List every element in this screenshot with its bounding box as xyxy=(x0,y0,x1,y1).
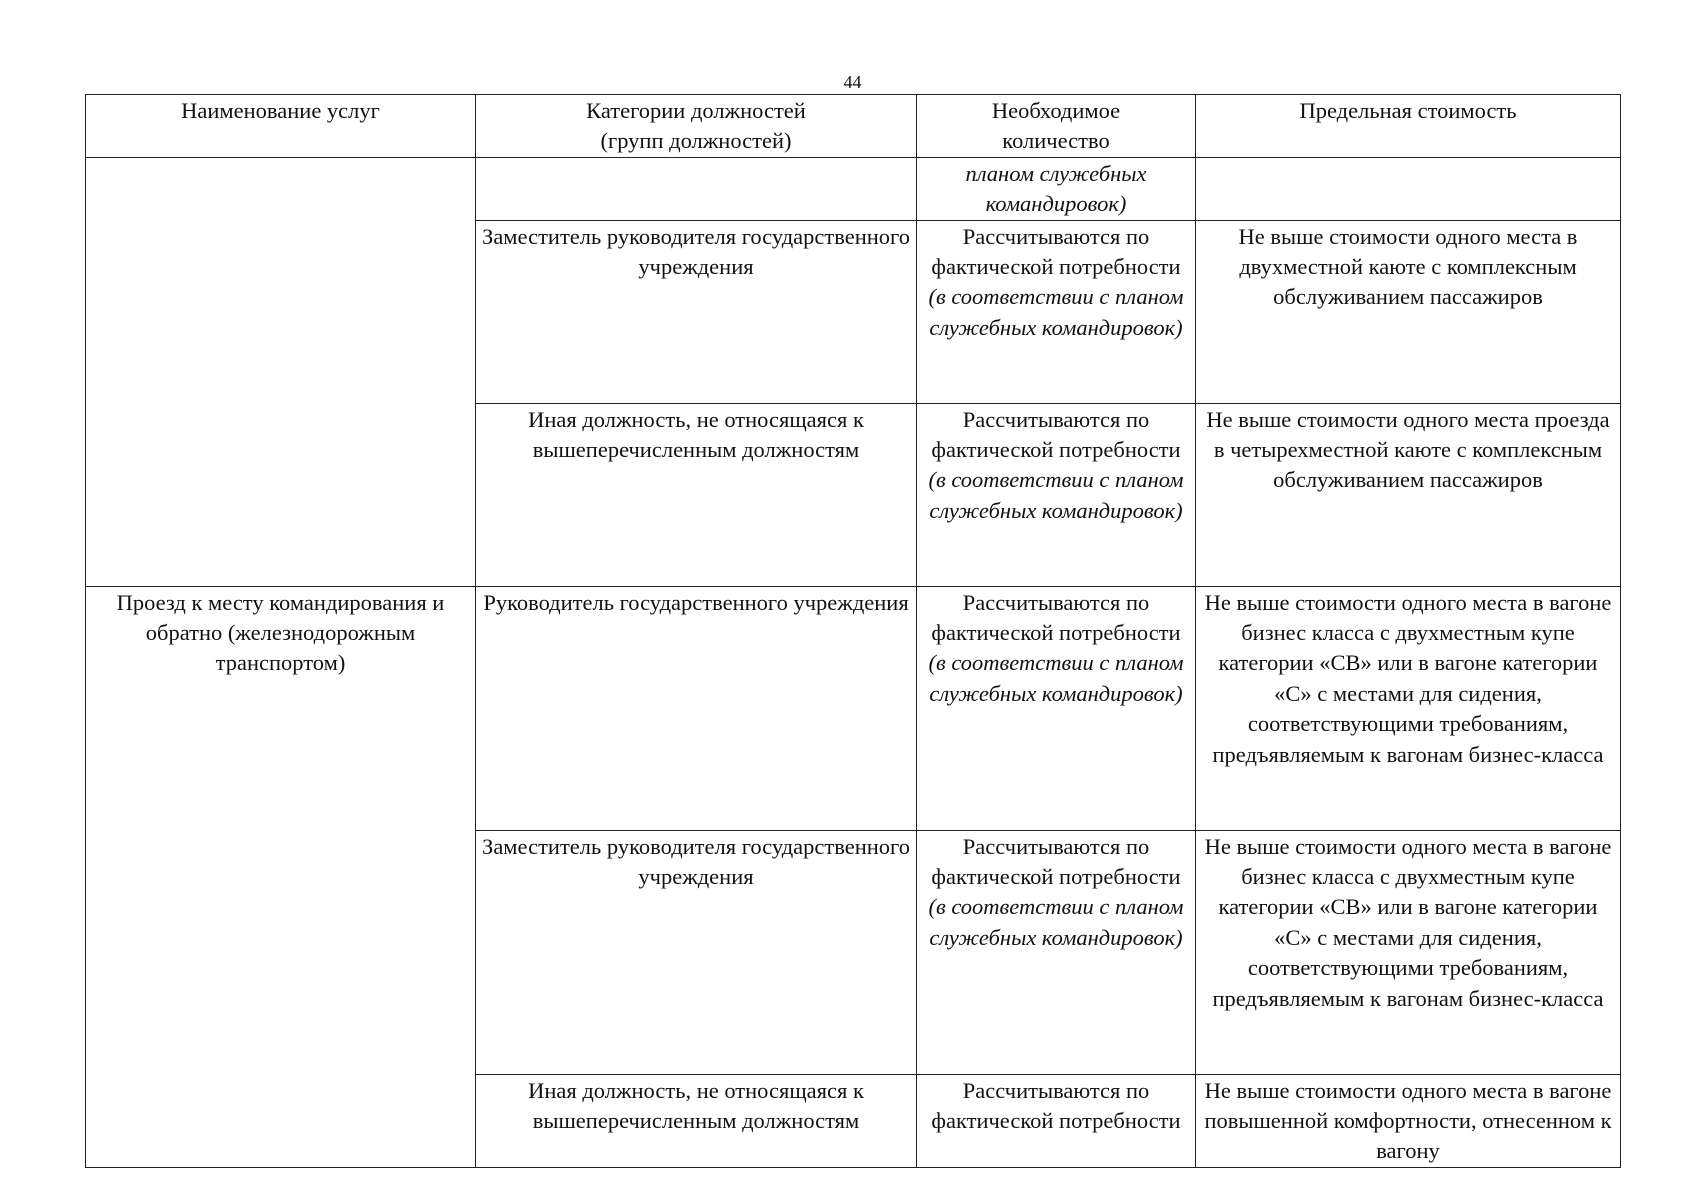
cell-quantity-note: планом служебных командировок) xyxy=(965,160,1147,217)
cell-position: Иная должность, не относящаяся к вышеперечисленным должностям xyxy=(476,1074,917,1167)
header-position-category-line1: Категории должностей xyxy=(586,98,806,123)
norms-table xyxy=(85,94,1621,1168)
table-row xyxy=(86,157,1621,220)
header-position-category xyxy=(476,95,917,158)
cell-cost: Не выше стоимости одного места в вагоне бизнес класса с двухместным купе категории «СВ» или в вагоне категории «С» с местами для сидения, соответствующими требованиям, предъявляемым к вагонам бизнес-класса xyxy=(1196,830,1621,1074)
cell-quantity-plain: Рассчитываются по фактической потребности xyxy=(931,589,1181,646)
cell-service: Проезд к месту командирования и обратно (железнодорожным транспортом) xyxy=(86,586,476,1167)
cell-service xyxy=(86,157,476,586)
cell-quantity xyxy=(917,220,1196,403)
cell-quantity xyxy=(917,830,1196,1074)
cell-position xyxy=(476,157,917,220)
table-row xyxy=(86,586,1621,830)
cell-quantity-plain: Рассчитываются по фактической потребности xyxy=(931,1077,1181,1134)
cell-position: Иная должность, не относящаяся к вышеперечисленным должностям xyxy=(476,403,917,586)
cell-quantity-plain: Рассчитываются по фактической потребности xyxy=(931,406,1181,463)
cell-quantity-plain: Рассчитываются по фактической потребности xyxy=(931,833,1181,890)
cell-quantity-note: (в соответствии с планом служебных командировок) xyxy=(928,650,1184,706)
cell-position: Заместитель руководителя государственного учреждения xyxy=(476,830,917,1074)
cell-cost xyxy=(1196,157,1621,220)
cell-cost: Не выше стоимости одного места проезда в четырехместной каюте с комплексным обслуживанием пассажиров xyxy=(1196,403,1621,586)
cell-quantity-plain: Рассчитываются по фактической потребности xyxy=(931,223,1181,280)
cell-quantity xyxy=(917,586,1196,830)
table-header-row xyxy=(86,95,1621,158)
cell-quantity xyxy=(917,1074,1196,1167)
header-max-cost: Предельная стоимость xyxy=(1196,95,1621,158)
cell-quantity xyxy=(917,157,1196,220)
cell-cost: Не выше стоимости одного места в вагоне бизнес класса с двухместным купе категории «СВ» или в вагоне категории «С» с местами для сидения, соответствующими требованиям, предъявляемым к вагонам бизнес-класса xyxy=(1196,586,1621,830)
cell-quantity-note: (в соответствии с планом служебных командировок) xyxy=(928,467,1184,523)
page-number: 44 xyxy=(843,72,862,92)
header-required-quantity-line2: количество xyxy=(1002,128,1110,154)
cell-quantity-note: (в соответствии с планом служебных командировок) xyxy=(928,894,1184,950)
cell-cost: Не выше стоимости одного места в вагоне повышенной комфортности, отнесенном к вагону xyxy=(1196,1074,1621,1167)
header-required-quantity-line1: Необходимое xyxy=(991,98,1121,123)
header-service-name: Наименование услуг xyxy=(86,95,476,158)
header-position-category-line2: (групп должностей) xyxy=(600,128,792,154)
header-required-quantity xyxy=(917,95,1196,158)
cell-position: Заместитель руководителя государственного учреждения xyxy=(476,220,917,403)
cell-quantity xyxy=(917,403,1196,586)
cell-quantity-note: (в соответствии с планом служебных командировок) xyxy=(928,284,1184,340)
cell-position: Руководитель государственного учреждения xyxy=(476,586,917,830)
cell-cost: Не выше стоимости одного места в двухместной каюте с комплексным обслуживанием пассажиров xyxy=(1196,220,1621,403)
